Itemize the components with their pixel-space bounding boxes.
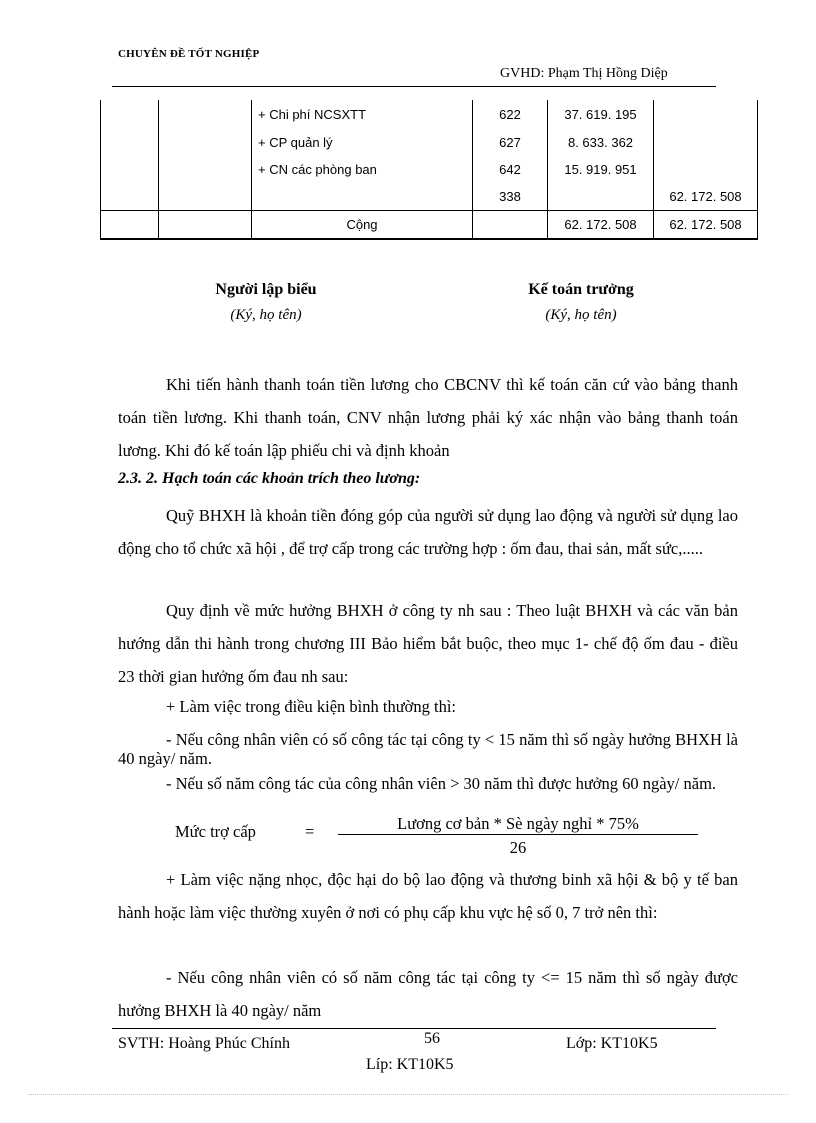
signature-chief-title: Kế toán trưởng (528, 281, 634, 298)
row-debit: 15. 919. 951 (548, 156, 654, 183)
footer-student: SVTH: Hoàng Phúc Chính (118, 1035, 290, 1052)
row-credit (654, 156, 758, 183)
row-description (252, 183, 473, 211)
row-credit (654, 129, 758, 156)
table-row (101, 183, 758, 211)
total-debit: 62. 172. 508 (548, 211, 654, 240)
formula-equals: = (305, 822, 315, 841)
accounting-table (100, 100, 758, 240)
row-credit (654, 100, 758, 129)
row-account: 642 (473, 156, 548, 183)
signature-chief-accountant (481, 281, 681, 324)
row-debit: 37. 619. 195 (548, 100, 654, 129)
header-advisor: GVHD: Phạm Thị Hồng Diệp (500, 66, 668, 81)
footer-divider (112, 1028, 716, 1029)
row-account: 338 (473, 183, 548, 211)
paragraph-over-30-years: - Nếu số năm công tác của công nhân viên > 30 năm thì được hưởng 60 ngày/ năm. (166, 774, 717, 793)
row-description: + Chi phí NCSXTT (252, 100, 473, 129)
total-label: Cộng (252, 211, 473, 240)
header-divider (112, 86, 716, 87)
table-row (101, 129, 758, 156)
table-row (101, 100, 758, 129)
row-description: + CP quản lý (252, 129, 473, 156)
row-debit: 8. 633. 362 (548, 129, 654, 156)
paragraph-normal-conditions: + Làm việc trong điều kiện bình thường thì: (166, 697, 457, 716)
row-credit: 62. 172. 508 (654, 183, 758, 211)
table-total-row (101, 211, 758, 240)
total-credit: 62. 172. 508 (654, 211, 758, 240)
formula-fraction-bar (338, 834, 698, 835)
row-account: 627 (473, 129, 548, 156)
formula-denominator: 26 (509, 838, 527, 857)
formula-numerator: Lương cơ bản * Sè ngày nghỉ * 75% (397, 814, 639, 833)
row-debit (548, 183, 654, 211)
row-account: 622 (473, 100, 548, 129)
formula-label: Mức trợ cấp (175, 822, 256, 841)
page-bottom-dotted-line (28, 1094, 788, 1095)
section-heading: 2.3. 2. Hạch toán các khoản trích theo lương: (118, 470, 421, 487)
footer-class-extra: Líp: KT10K5 (366, 1056, 454, 1073)
paragraph-hazardous-15-years: - Nếu công nhân viên có số năm công tác tại công ty <= 15 năm thì số ngày được hưởng BHXH là 40 ngày/ năm (118, 968, 738, 1020)
paragraph-bhxh-fund: Quỹ BHXH là khoản tiền đóng góp của người sử dụng lao động và người sử dụng lao động cho tổ chức xã hội , để trợ cấp trong các trường hợp : ốm đau, thai sản, mất sức,..... (118, 506, 738, 558)
footer-page-number: 56 (424, 1030, 440, 1047)
signature-preparer-title: Người lập biểu (215, 281, 317, 298)
signature-chief-sub: (Ký, họ tên) (545, 307, 617, 323)
paragraph-under-15-years: - Nếu công nhân viên có số công tác tại công ty < 15 năm thì số ngày hưởng BHXH là 40 ngày/ năm. (118, 730, 738, 768)
footer-class: Lớp: KT10K5 (566, 1035, 658, 1052)
row-description: + CN các phòng ban (252, 156, 473, 183)
signature-preparer (166, 281, 366, 324)
header-title: CHUYÊN ĐỀ TỐT NGHIỆP (118, 48, 260, 60)
table-row (101, 156, 758, 183)
signature-preparer-sub: (Ký, họ tên) (230, 307, 302, 323)
paragraph-regulation: Quy định về mức hưởng BHXH ở công ty nh sau : Theo luật BHXH và các văn bản hướng dẫn thi hành trong chương III Bảo hiểm bắt buộc, theo mục 1- chế độ ốm đau - điều 23 thời gian hưởng ốm đau nh sau: (118, 601, 738, 686)
paragraph-payment: Khi tiến hành thanh toán tiền lương cho CBCNV thì kế toán căn cứ vào bảng thanh toán tiền lương. Khi thanh toán, CNV nhận lương phải ký xác nhận vào bảng thanh toán lương. Khi đó kế toán lập phiếu chi và định khoản (118, 375, 738, 460)
paragraph-hazardous-work: + Làm việc nặng nhọc, độc hại do bộ lao động và thương binh xã hội & bộ y tế ban hành hoặc làm việc thường xuyên ở nơi có phụ cấp khu vực hệ số 0, 7 trở nên thì: (118, 870, 738, 922)
